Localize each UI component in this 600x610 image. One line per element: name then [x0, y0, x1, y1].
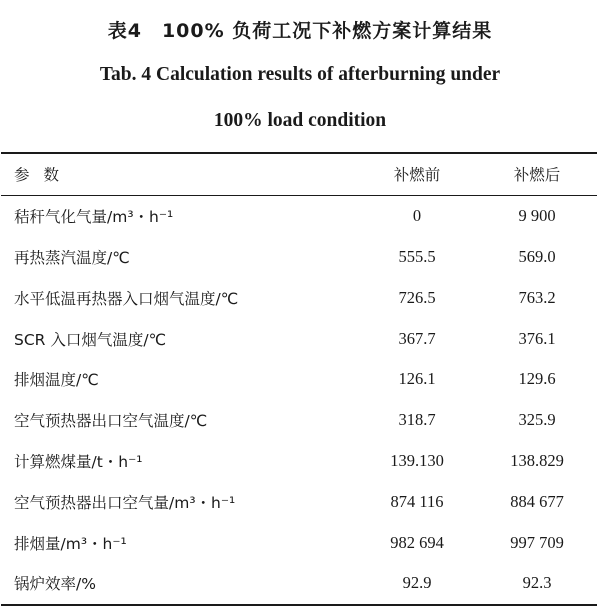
- row-value-before: 982 694: [390, 532, 444, 552]
- row-parameter: SCR 入口烟气温度/℃: [14, 330, 166, 349]
- table-header-row: [1, 153, 597, 195]
- row-value-before: 139.130: [390, 450, 444, 470]
- results-table: [1, 152, 597, 606]
- row-parameter: 再热蒸汽温度/℃: [14, 248, 130, 267]
- row-parameter: 排烟温度/℃: [14, 371, 99, 390]
- row-value-before: 726.5: [398, 287, 436, 307]
- row-parameter: 水平低温再热器入口烟气温度/℃: [14, 289, 239, 308]
- row-value-after: 92.3: [522, 573, 552, 593]
- table-title-chinese: 表4 100% 负荷工况下补燃方案计算结果: [107, 20, 493, 42]
- row-value-after: 138.829: [510, 450, 564, 470]
- row-value-after: 129.6: [518, 369, 556, 389]
- table-row: [1, 359, 597, 400]
- row-value-after: 9 900: [518, 206, 556, 226]
- row-value-after: 763.2: [518, 287, 556, 307]
- row-value-before: 0: [412, 206, 422, 226]
- table-row: [1, 318, 597, 359]
- table-row: [1, 400, 597, 441]
- header-after-afterburning: 补燃后: [513, 166, 561, 185]
- row-parameter: 计算燃煤量/t・h⁻¹: [14, 452, 143, 471]
- table-row: [1, 481, 597, 522]
- table-row: [1, 237, 597, 278]
- table-row: [1, 441, 597, 482]
- row-value-before: 367.7: [398, 328, 436, 348]
- table-row: [1, 195, 597, 236]
- table-title-english-line2: 100% load condition: [213, 110, 387, 131]
- row-value-before: 92.9: [402, 573, 432, 593]
- row-value-before: 126.1: [398, 369, 436, 389]
- row-parameter: 秸秆气化气量/m³・h⁻¹: [14, 208, 174, 227]
- table-row: [1, 522, 597, 563]
- row-parameter: 空气预热器出口空气量/m³・h⁻¹: [14, 493, 236, 512]
- row-value-after: 569.0: [518, 246, 556, 266]
- row-value-after: 997 709: [510, 532, 564, 552]
- row-value-after: 884 677: [510, 491, 564, 511]
- row-value-before: 874 116: [390, 491, 444, 511]
- table-row: [1, 277, 597, 318]
- table-row: [1, 563, 597, 605]
- header-before-afterburning: 补燃前: [393, 166, 441, 185]
- row-value-after: 325.9: [518, 410, 556, 430]
- row-parameter: 空气预热器出口空气温度/℃: [14, 412, 208, 431]
- header-parameter: [1, 153, 357, 195]
- header-parameter-label: 参数: [14, 166, 74, 185]
- table-title-english-line1: Tab. 4 Calculation results of afterburning under: [99, 64, 501, 85]
- row-value-before: 555.5: [398, 246, 436, 266]
- row-parameter: 排烟量/m³・h⁻¹: [14, 534, 127, 553]
- row-parameter: 锅炉效率/%: [14, 575, 96, 594]
- row-value-after: 376.1: [518, 328, 556, 348]
- row-value-before: 318.7: [398, 410, 436, 430]
